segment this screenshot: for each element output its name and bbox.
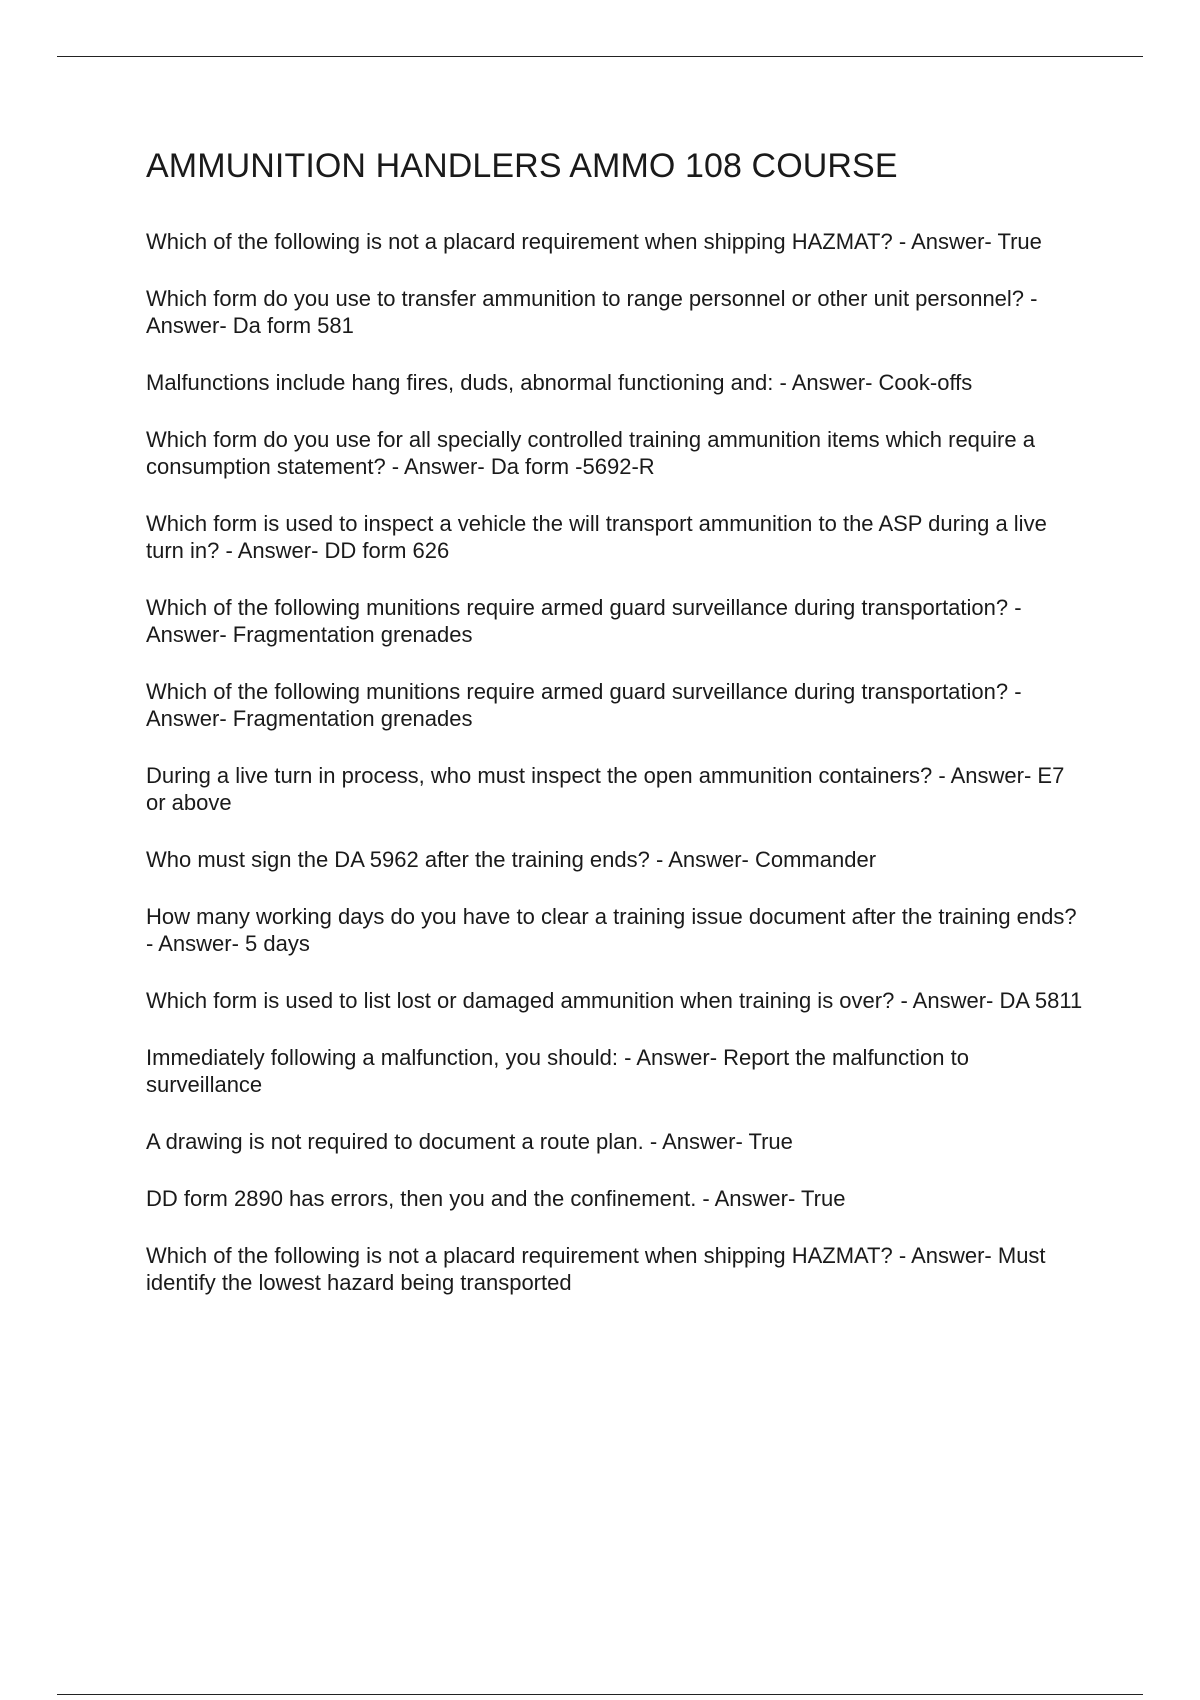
qa-item: A drawing is not required to document a route plan. - Answer- True [146,1129,793,1154]
qa-item: During a live turn in process, who must inspect the open ammunition containers? - Answer- E7 or above [146,763,1065,815]
bottom-divider [57,1694,1143,1695]
page-title: AMMUNITION HANDLERS AMMO 108 COURSE [146,147,898,185]
qa-item: Malfunctions include hang fires, duds, abnormal functioning and: - Answer- Cook-offs [146,370,973,395]
qa-item: Immediately following a malfunction, you should: - Answer- Report the malfunction to surveillance [146,1045,969,1097]
qa-item: How many working days do you have to clear a training issue document after the training ends? - Answer- 5 days [146,904,1077,956]
qa-item: Who must sign the DA 5962 after the training ends? - Answer- Commander [146,847,877,872]
top-divider [57,56,1143,57]
qa-item: Which of the following is not a placard requirement when shipping HAZMAT? - Answer- True [146,229,1042,254]
qa-item: Which of the following munitions require armed guard surveillance during transportation? - Answer- Fragmentation grenades [146,679,1022,731]
qa-list [146,228,1086,1326]
qa-item: Which of the following is not a placard requirement when shipping HAZMAT? - Answer- Must identify the lowest hazard being transported [146,1243,1046,1295]
qa-item: Which form is used to list lost or damaged ammunition when training is over? - Answer- DA 5811 [146,988,1083,1013]
qa-item: Which form is used to inspect a vehicle the will transport ammunition to the ASP during a live turn in? - Answer- DD form 626 [146,511,1047,563]
qa-item: DD form 2890 has errors, then you and the confinement. - Answer- True [146,1186,846,1211]
qa-item: Which form do you use to transfer ammunition to range personnel or other unit personnel? - Answer- Da form 581 [146,286,1038,338]
qa-item: Which of the following munitions require armed guard surveillance during transportation? - Answer- Fragmentation grenades [146,595,1022,647]
qa-item: Which form do you use for all specially controlled training ammunition items which require a consumption statement? - Answer- Da form -5692-R [146,427,1035,479]
